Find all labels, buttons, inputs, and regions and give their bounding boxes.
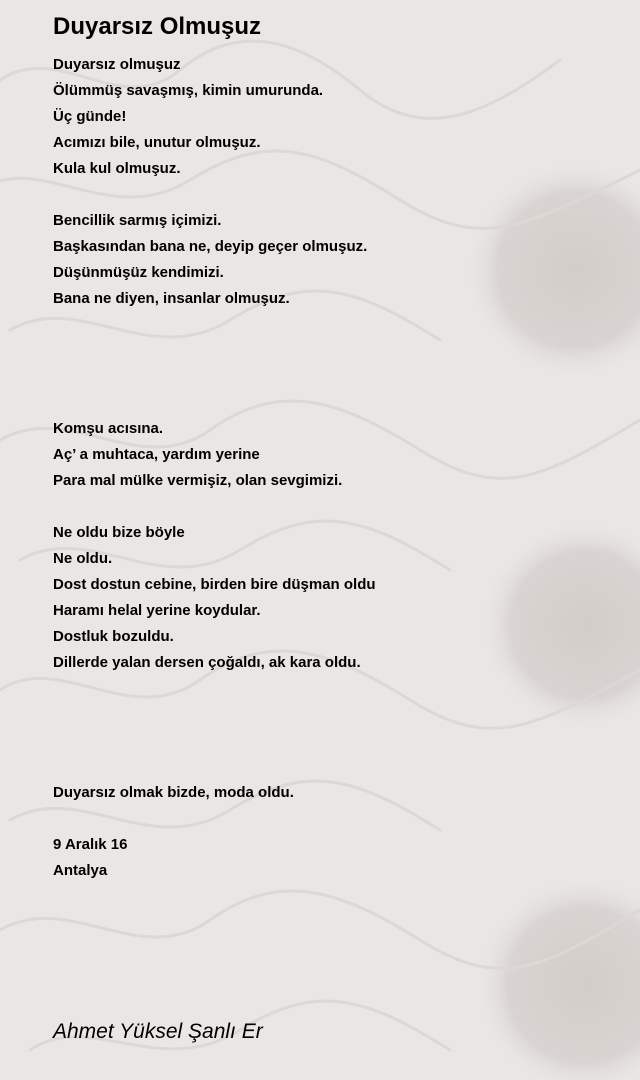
stanza-3 xyxy=(53,416,613,494)
poem-line: Para mal mülke vermişiz, olan sevgimizi. xyxy=(53,472,343,489)
poem-date: 9 Aralık 16 xyxy=(53,836,128,853)
poem-line: Bana ne diyen, insanlar olmuşuz. xyxy=(53,290,290,307)
poem-line: Ölümmüş savaşmış, kimin umurunda. xyxy=(53,82,324,99)
poem-line: Haramı helal yerine koydular. xyxy=(53,602,261,619)
poem-place: Antalya xyxy=(53,862,108,879)
poem-body xyxy=(53,52,613,910)
poem-line: Aç’ a muhtaca, yardım yerine xyxy=(53,446,260,463)
stanza-5 xyxy=(53,780,613,806)
poem-line: Komşu acısına. xyxy=(53,420,164,437)
poem-title: Duyarsız Olmuşuz xyxy=(53,13,262,40)
poem-line: Duyarsız olmak bizde, moda oldu. xyxy=(53,784,294,801)
poem-line: Ne oldu. xyxy=(53,550,113,567)
poem-line: Ne oldu bize böyle xyxy=(53,524,185,541)
poem-line: Dillerde yalan dersen çoğaldı, ak kara oldu. xyxy=(53,654,361,671)
poem-line: Üç günde! xyxy=(53,108,127,125)
poem-line: Dost dostun cebine, birden bire düşman oldu xyxy=(53,576,376,593)
poem-line: Başkasından bana ne, deyip geçer olmuşuz. xyxy=(53,238,368,255)
poem-line: Duyarsız olmuşuz xyxy=(53,56,181,73)
poem-line: Bencillik sarmış içimizi. xyxy=(53,212,222,229)
poem-line: Düşünmüşüz kendimizi. xyxy=(53,264,224,281)
poem-line: Kula kul olmuşuz. xyxy=(53,160,181,177)
stanza-2 xyxy=(53,208,613,312)
poem-date-place xyxy=(53,832,613,884)
poem-line: Acımızı bile, unutur olmuşuz. xyxy=(53,134,261,151)
poem-author: Ahmet Yüksel Şanlı Er xyxy=(53,1020,263,1043)
stanza-4 xyxy=(53,520,613,676)
stanza-1 xyxy=(53,52,613,182)
poem-line: Dostluk bozuldu. xyxy=(53,628,174,645)
